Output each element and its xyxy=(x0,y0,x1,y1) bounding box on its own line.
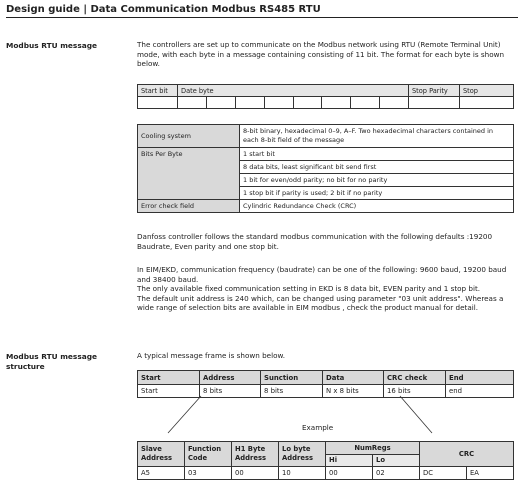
bits-value: 1 stop bit if parity is used; 2 bit if no parity xyxy=(240,187,514,200)
bits-value: 1 bit for even/odd parity; no bit for no parity xyxy=(240,174,514,187)
example-value: 03 xyxy=(185,467,232,480)
section-label-message-structure: Modbus RTU message structure xyxy=(6,352,98,371)
example-frame-table xyxy=(137,441,514,480)
numregs-hi-header: Hi xyxy=(326,454,373,467)
frame-value: 16 bits xyxy=(384,385,446,398)
frame-header: Sunction xyxy=(261,371,323,385)
cooling-system-value: 8-bit binary, hexadecimal 0–9, A–F. Two hexadecimal characters contained in each 8-bit field of the message xyxy=(240,125,514,148)
example-value: EA xyxy=(467,467,514,480)
example-value: DC xyxy=(420,467,467,480)
crc-header: CRC xyxy=(420,442,514,467)
defaults-paragraph: Danfoss controller follows the standard modbus communication with the following defaults :19200 Baudrate, Even parity and one stop bit. xyxy=(137,232,493,251)
example-value: 00 xyxy=(326,467,373,480)
stop-parity-cell: Stop Parity xyxy=(409,85,460,97)
frame-value: end xyxy=(446,385,514,398)
lo-header-line: Lo byte xyxy=(282,445,311,453)
example-value: 10 xyxy=(279,467,326,480)
connector-line-left xyxy=(168,396,201,433)
slave-header-line: Slave xyxy=(141,445,162,453)
h1-byte-address-header xyxy=(232,442,279,467)
stop-cell: Stop xyxy=(460,85,514,97)
example-value: 02 xyxy=(373,467,420,480)
error-check-value: Cylindric Redundance Check (CRC) xyxy=(240,200,514,213)
frame-value: 8 bits xyxy=(200,385,261,398)
example-value: A5 xyxy=(138,467,185,480)
data-byte-cell: Date byte xyxy=(178,85,409,97)
slave-address-header xyxy=(138,442,185,467)
h1-header-line: Address xyxy=(235,454,267,462)
numregs-lo-header: Lo xyxy=(373,454,420,467)
frame-intro: A typical message frame is shown below. xyxy=(137,351,285,360)
slave-header-line: Address xyxy=(141,454,173,462)
frame-header: Data xyxy=(323,371,384,385)
bits-per-byte-label: Bits Per Byte xyxy=(138,148,240,200)
example-value: 00 xyxy=(232,467,279,480)
h1-header-line: H1 Byte xyxy=(235,445,266,453)
function-header-line: Code xyxy=(188,454,208,462)
bits-value: 8 data bits, least significant bit send first xyxy=(240,161,514,174)
unit-address-line: The default unit address is 240 which, can be changed using parameter "03 unit address". Whereas a wide range of selection bits are available in EIM modbus , check the product manual for detail. xyxy=(137,293,504,313)
frame-header: Start xyxy=(138,371,200,385)
error-check-label: Error check field xyxy=(138,200,240,213)
frame-value: N x 8 bits xyxy=(323,385,384,398)
example-label: Example xyxy=(302,423,334,432)
frame-header: CRC check xyxy=(384,371,446,385)
frame-value: 8 bits xyxy=(261,385,323,398)
lo-byte-address-header xyxy=(279,442,326,467)
baudrate-line: In EIM/EKD, communication frequency (baudrate) can be one of the following: 9600 baud, 19200 baud and 38400 baud. xyxy=(137,265,507,284)
lo-header-line: Address xyxy=(282,454,314,462)
function-code-header xyxy=(185,442,232,467)
page-title: Design guide | Data Communication Modbus RS485 RTU xyxy=(6,4,321,15)
fixed-setting-line: The only available fixed communication setting in EKD is 8 data bit, EVEN parity and 1 stop bit. xyxy=(137,284,481,294)
numregs-header: NumRegs xyxy=(326,442,420,455)
bits-value: 1 start bit xyxy=(240,148,514,161)
function-header-line: Function xyxy=(188,445,222,453)
connector-line-right xyxy=(400,396,432,433)
frame-value: Start xyxy=(138,385,200,398)
start-bit-cell: Start bit xyxy=(138,85,178,97)
frame-header: End xyxy=(446,371,514,385)
intro-paragraph: The controllers are set up to communicate on the Modbus network using RTU (Remote Terminal Unit) mode, with each byte in a message containing consisting of 11 bit. The format for each byte is shown below. xyxy=(137,40,505,69)
frame-header: Address xyxy=(200,371,261,385)
section-label-rtu-message: Modbus RTU message xyxy=(6,41,98,50)
cooling-system-label: Cooling system xyxy=(138,125,240,148)
